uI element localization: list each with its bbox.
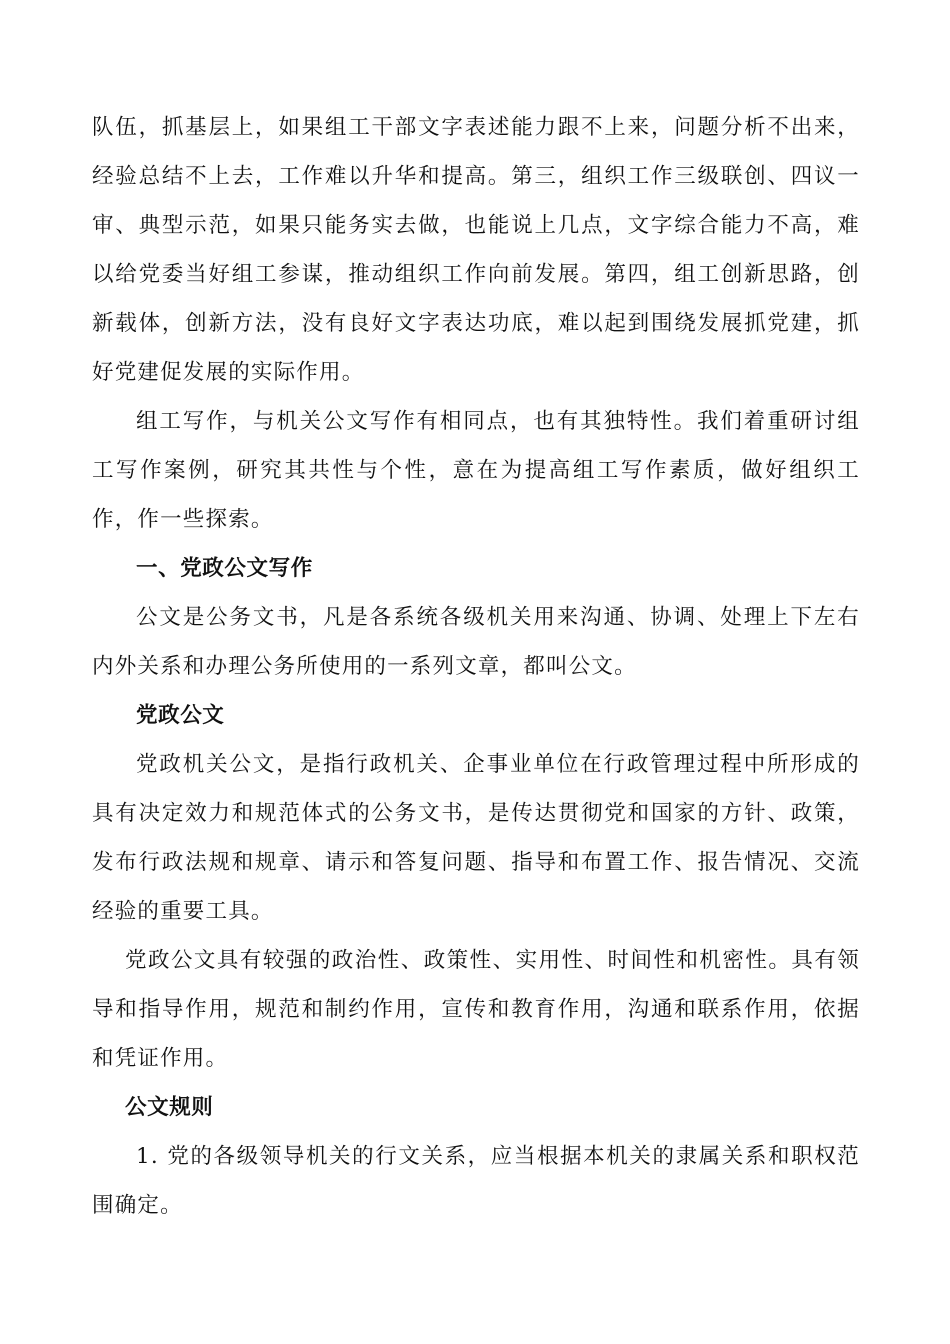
- paragraph-intro: 组工写作，与机关公文写作有相同点，也有其独特性。我们着重研讨组工写作案例，研究其共性与个性，意在为提高组工写作素质，做好组织工作，作一些探索。: [92, 409, 860, 532]
- paragraph-party-documents: 党政机关公文，是指行政机关、企事业单位在行政管理过程中所形成的具有决定效力和规范体式的公务文书，是传达贯彻党和国家的方针、政策，发布行政法规和规章、请示和答复问题、指导和布置工作、报告情况、交流经验的重要工具。: [92, 752, 860, 924]
- subsection-heading-party-documents: 党政公文: [136, 703, 225, 728]
- section-heading: 一、党政公文写作: [136, 556, 313, 581]
- paragraph-properties: 党政公文具有较强的政治性、政策性、实用性、时间性和机密性。具有领导和指导作用，规范和制约作用，宣传和教育作用，沟通和联系作用，依据和凭证作用。: [92, 948, 860, 1071]
- subsection-heading-rules: 公文规则: [125, 1095, 214, 1120]
- paragraph-rule-1: 1. 党的各级领导机关的行文关系，应当根据本机关的隶属关系和职权范围确定。: [92, 1144, 860, 1218]
- paragraph-continuation: 队伍，抓基层上，如果组工干部文字表述能力跟不上来，问题分析不出来，经验总结不上去，工作难以升华和提高。第三，组织工作三级联创、四议一审、典型示范，如果只能务实去做，也能说上几点，文字综合能力不高，难以给党委当好组工参谋，推动组织工作向前发展。第四，组工创新思路，创新载体，创新方法，没有良好文字表达功底，难以起到围绕发展抓党建，抓好党建促发展的实际作用。: [92, 115, 860, 385]
- paragraph-definition: 公文是公务文书，凡是各系统各级机关用来沟通、协调、处理上下左右内外关系和办理公务所使用的一系列文章，都叫公文。: [92, 605, 860, 679]
